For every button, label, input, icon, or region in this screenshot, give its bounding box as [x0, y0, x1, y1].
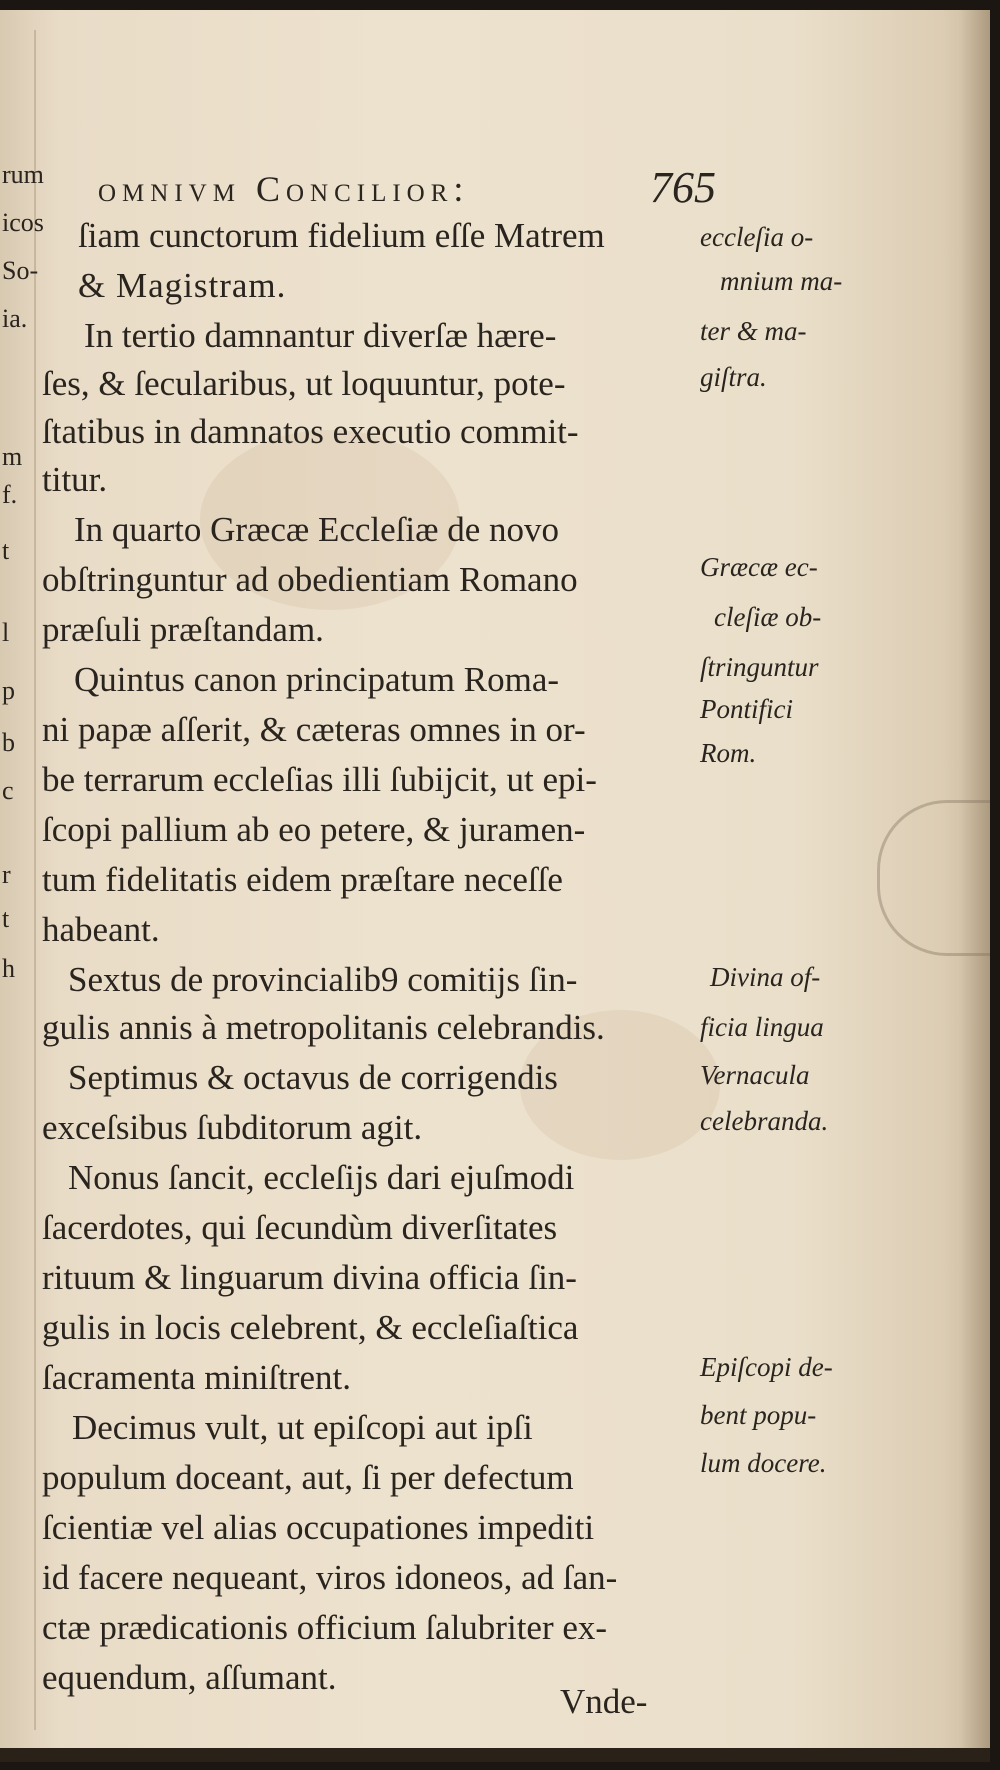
bleed-char: icos [2, 208, 44, 237]
text-line: Nonus ſancit, eccleſijs dari ejuſmodi [68, 1158, 575, 1197]
text-line: ſacramenta miniſtrent. [42, 1358, 352, 1397]
text-line: gulis in locis celebrent, & eccleſiaſtica [42, 1308, 579, 1347]
text-line: habeant. [42, 910, 160, 949]
margin-note-line: ſtringuntur [700, 652, 819, 682]
book-page [0, 10, 990, 1762]
text-line: Sextus de provincialib9 comitijs ſin- [68, 960, 578, 999]
text-line: exceſsibus ſubditorum agit. [42, 1108, 423, 1147]
text-line: In tertio damnantur diverſæ hære- [84, 316, 557, 355]
text-line: ſes, & ſecularibus, ut loquuntur, pote- [42, 364, 566, 403]
text-line: Quintus canon principatum Roma- [74, 660, 560, 699]
bleed-char: So- [2, 256, 39, 285]
running-title: omnivm Concilior: [98, 169, 470, 209]
catchword: Vnde- [560, 1682, 648, 1721]
text-line: be terrarum eccleſias illi ſubijcit, ut epi- [42, 760, 597, 799]
text-line: populum doceant, aut, ſi per defectum [42, 1458, 574, 1497]
text-line: Septimus & octavus de corrigendis [68, 1058, 558, 1097]
margin-note-line: lum docere. [700, 1448, 827, 1478]
text-line: rituum & linguarum divina officia ſin- [42, 1258, 577, 1297]
text-line: ſcopi pallium ab eo petere, & juramen- [42, 810, 586, 849]
text-line: id facere nequeant, viros idoneos, ad ſan- [42, 1558, 618, 1597]
margin-note-line: Pontifici [700, 694, 793, 724]
page-header [98, 163, 718, 218]
margin-note-line: Rom. [700, 738, 757, 768]
margin-note-line: Epiſcopi de- [700, 1352, 833, 1382]
text-line: obſtringuntur ad obedientiam Romano [42, 560, 578, 599]
text-line: ctæ prædicationis officium ſalubriter ex- [42, 1608, 608, 1647]
bleed-char: h [2, 954, 15, 983]
page-bottom-edge [0, 1748, 990, 1762]
margin-note-line: eccleſia o- [700, 222, 814, 252]
text-line: ni papæ aſſerit, & cæteras omnes in or- [42, 710, 586, 749]
text-line: In quarto Græcæ Eccleſiæ de novo [74, 510, 560, 549]
text-line: & Magistram. [78, 266, 287, 305]
text-line: equendum, aſſumant. [42, 1658, 337, 1697]
text-line: Decimus vult, ut epiſcopi aut ipſi [72, 1408, 533, 1447]
bleed-char: f. [2, 480, 18, 509]
text-line: ſiam cunctorum fidelium eſſe Matrem [78, 216, 605, 255]
margin-note-line: Vernacula [700, 1060, 810, 1090]
text-line: ſacerdotes, qui ſecundùm diverſitates [42, 1208, 558, 1247]
margin-note-line: Græcæ ec- [700, 552, 818, 582]
margin-note-line: ter & ma- [700, 316, 807, 346]
text-line: ſcientiæ vel alias occupationes impediti [42, 1508, 595, 1547]
margin-note-line: mnium ma- [720, 266, 843, 296]
margin-note-line: celebranda. [700, 1106, 829, 1136]
bleed-char: t [2, 536, 10, 565]
bleed-char: b [2, 728, 15, 757]
text-line: gulis annis à metropolitanis celebrandis. [42, 1008, 605, 1047]
bleed-char: t [2, 904, 10, 933]
bleed-char: p [2, 676, 15, 705]
text-line: ſtatibus in damnatos executio commit- [42, 412, 579, 451]
margin-note-line: cleſiæ ob- [714, 602, 822, 632]
bleed-char: m [2, 442, 23, 471]
margin-note-line: ficia lingua [700, 1012, 824, 1042]
bleed-char: c [2, 776, 14, 805]
margin-note-line: Divina of- [710, 962, 821, 992]
text-line: tum fidelitatis eidem præſtare neceſſe [42, 860, 563, 899]
text-line: titur. [42, 460, 108, 499]
text-line: præſuli præſtandam. [42, 610, 324, 649]
margin-note-line: bent popu- [700, 1400, 817, 1430]
page-edge-shadow [960, 10, 990, 1762]
bleed-char: rum [2, 160, 44, 189]
bleed-char: r [2, 860, 11, 889]
page-number: 765 [650, 163, 716, 212]
bleed-char: l [2, 618, 10, 647]
margin-note-line: giſtra. [700, 362, 767, 392]
bleed-char: ia. [2, 304, 28, 333]
